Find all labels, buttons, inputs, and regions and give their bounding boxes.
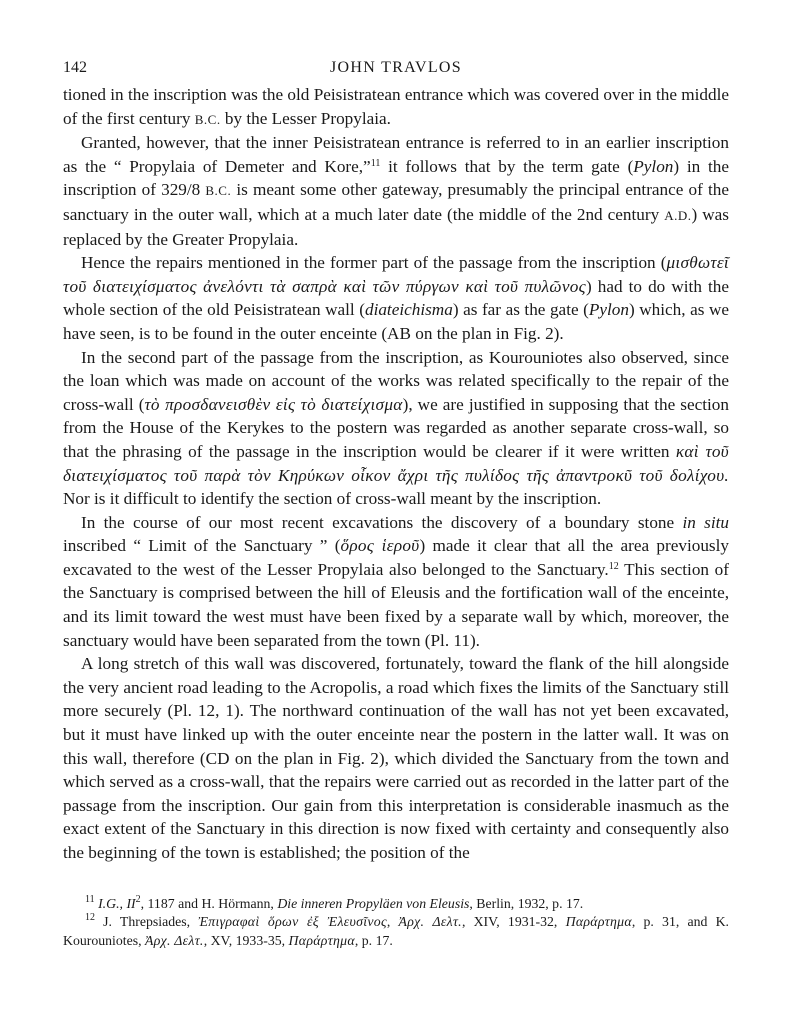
body-text: [63, 83, 729, 865]
greek-term: Παράρτημα: [565, 914, 632, 930]
italic-title: Die inneren Propyläen von Eleusis: [277, 895, 470, 911]
footnote-12: [63, 913, 729, 950]
running-head: JOHN TRAVLOS: [330, 59, 462, 76]
text-run: J. Threpsiades,: [95, 914, 199, 930]
era-abbreviation: B.C.: [194, 111, 221, 127]
page-header: [63, 55, 729, 83]
footnote-number: 12: [85, 912, 95, 924]
text-run: ) as far as the gate (: [452, 300, 589, 320]
text-run: ) had to do with the whole section of the old Peisistratean wall (: [63, 276, 729, 320]
paragraph-4: [63, 346, 729, 511]
text-run: ) made it clear that all the area previously excavated to the west of the Lesser Propylaia also belonged to the Sanctuary.: [63, 536, 729, 579]
paragraph-1: [63, 83, 729, 131]
greek-quotation: ὅρος ἱεροῦ: [340, 536, 420, 556]
footnote-ref-12: 12: [608, 560, 619, 572]
text-run: inscribed “ Limit of the Sanctuary ” (: [63, 536, 341, 556]
text-run: Hence the repairs mentioned in the former part of the passage from the inscription (: [81, 253, 667, 273]
greek-journal: Ἀρχ. Δελτ.: [145, 932, 204, 948]
text-run: it follows that by the term gate (: [380, 156, 634, 176]
paragraph-3: [63, 251, 729, 345]
greek-title: Ἐπιγραφαὶ ὅρων ἐξ Ἐλευσῖνος: [198, 914, 387, 930]
italic-term: in situ: [682, 512, 729, 532]
era-abbreviation: B.C.: [205, 183, 232, 199]
paragraph-6: [63, 652, 729, 864]
text-run: ,: [386, 914, 399, 930]
text-run: This section of the Sanctuary is comprised between the hill of Eleusis and the fortification wall of the enceinte, and its limit toward the west must have been fixed by a separate wall by which, moreover, the sanctuary would have been separated from the town (Pl. 11).: [63, 559, 730, 650]
text-run: , XV, 1933-35,: [203, 932, 289, 948]
footnote-number: 11: [85, 893, 95, 905]
italic-term: Pylon: [588, 300, 629, 320]
greek-term: Παράρτημα: [288, 932, 355, 948]
greek-quotation: καὶ τοῦ διατειχίσματος τοῦ παρὰ τὸν Κηρύκων οἶκον ἄχρι τῆς πυλίδος τῆς ἀπαντροκῦ τοῦ δολίχου.: [63, 441, 729, 485]
text-run: tioned in the inscription was the old Peisistratean entrance which was covered over in the middle of the first century: [63, 85, 729, 128]
greek-quotation: τὸ προσδανεισθὲν εἰς τὸ διατείχισμα: [144, 394, 403, 414]
footnote-ref-11: 11: [370, 157, 381, 169]
italic-term: I.G., II: [94, 895, 136, 911]
footnotes: [63, 895, 729, 951]
text-run: by the Lesser Propylaia.: [220, 108, 391, 128]
greek-journal: Ἀρχ. Δελτ.: [398, 914, 462, 930]
text-run: In the second part of the passage from the inscription, as Kourouniotes also observed, since the loan which was made on account of the works was related specifically to the repair of the cross-wall (: [63, 347, 729, 414]
text-run: In the course of our most recent excavations the discovery of a boundary stone: [81, 512, 683, 532]
page-number: 142: [63, 59, 87, 76]
text-run: is meant some other gateway, presumably the principal entrance of the sanctuary in the outer wall, which at a much later date (the middle of the 2nd century: [63, 180, 729, 224]
text-run: , Berlin, 1932, p. 17.: [469, 895, 584, 911]
text-run: ) which, as we have seen, is to be found in the outer enceinte (AB on the plan in Fig. 2).: [63, 300, 729, 343]
text-run: , 1187 and H. Hörmann,: [140, 895, 278, 911]
text-run: , p. 17.: [354, 932, 393, 948]
page: [63, 55, 729, 950]
greek-quotation: μισθωτεῖ τοῦ διατειχίσματος ἀνελόντι τὰ σαπρὰ καὶ τῶν πύργων καὶ τοῦ πυλῶνος: [63, 253, 729, 296]
text-run: Granted, however, that the inner Peisistratean entrance is referred to in an earlier inscription as the “ Propylaia of Demeter and Kore,”: [63, 133, 729, 176]
text-run: ), we are justified in supposing that the section from the House of the Kerykes to the postern was regarded as another separate cross-wall, so that the phrasing of the passage in the inscription would be clearer if it were written: [63, 394, 729, 461]
text-run: ) was replaced by the Greater Propylaia.: [63, 204, 729, 249]
italic-term: diateichisma: [364, 300, 453, 320]
text-run: Nor is it difficult to identify the section of cross-wall meant by the inscription.: [63, 489, 602, 509]
text-run: ) in the inscription of 329/8: [63, 156, 729, 200]
paragraph-2: [63, 131, 729, 251]
footnote-11: [63, 895, 729, 914]
paragraph-5: [63, 511, 729, 653]
italic-term: Pylon: [633, 156, 674, 176]
era-abbreviation: A.D.: [664, 207, 692, 223]
text-run: , XIV, 1931-32,: [461, 914, 566, 930]
text-run: , p. 31, and K. Kourouniotes,: [63, 914, 729, 948]
text-run: A long stretch of this wall was discovered, fortunately, toward the flank of the hill alongside the very ancient road leading to the Acropolis, a road which fixes the limits of the Sanctuary still more securely (Pl. 12, 1). The northward continuation of the wall has not yet been excavated, but it must have linked up with the outer enceinte near the postern in the latter wall. It was on this wall, therefore (CD on the plan in Fig. 2), which divided the Sanctuary from the town and which served as a cross-wall, that the repairs were carried out as recorded in the latter part of the passage from the inscription. Our gain from this interpretation is considerable inasmuch as the exact extent of the Sanctuary in this direction is now fixed with certainty and consequently also the beginning of the town is established; the position of the: [63, 654, 729, 862]
superscript: 2: [135, 893, 141, 905]
